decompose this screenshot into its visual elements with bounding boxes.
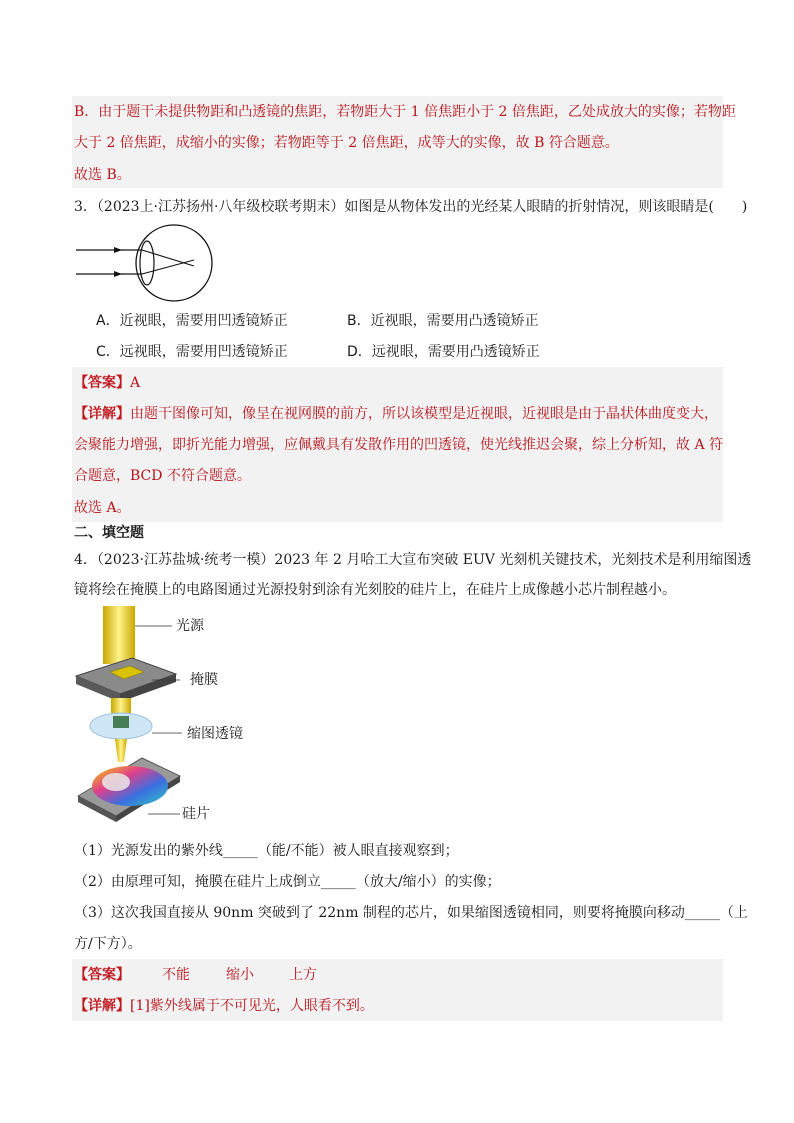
label-reduction-lens: 缩图透镜 [187,726,243,742]
q3-detail-line1 [74,404,718,424]
eyeball-circle [136,225,212,301]
q4-sub1: （1）光源发出的紫外线_____（能/不能）被人眼直接观察到； [74,843,459,859]
q4-answer-2: 缩小 [226,967,254,983]
q4-detail-text: [1]紫外线属于不可见光，人眼看不到。 [130,998,374,1014]
light-beam-top [103,606,135,664]
label-mask: 掩膜 [190,672,218,688]
q4-detail-line [74,996,374,1016]
label-light-source: 光源 [176,618,204,634]
q3-answer-line [74,373,140,393]
lithography-figure [72,606,182,826]
q4-stem-line2: 镜将绘在掩膜上的电路图通过光源投射到涂有光刻胶的硅片上，在硅片上成像越小芯片制程越小。 [74,582,676,598]
q3-option-a: A．近视眼，需要用凹透镜矫正 [96,313,288,329]
silicon-wafer [92,766,168,806]
eye-lens [140,241,154,285]
q3-option-b: B．近视眼，需要用凸透镜矫正 [347,313,539,329]
q3-answer-value: A [130,375,141,391]
label-wafer: 硅片 [182,806,210,822]
q2-explain-line2: 大于 2 倍焦距，成缩小的实像；若物距等于 2 倍焦距，成等大的实像，故 B 符合题意。 [74,135,619,151]
q3-stem: 3．（2023上·江苏扬州·八年级校联考期末）如图是从物体发出的光经某人眼睛的折射情况，则该眼睛是( ) [74,199,748,215]
q3-option-c: C．远视眼，需要用凹透镜矫正 [96,344,288,360]
arrow-lower [114,271,122,277]
answer-tag: 【答案】 [74,375,130,391]
q2-choose: 故选 B。 [74,167,131,183]
q4-stem-line1: 4．（2023·江苏盐城·统考一模）2023 年 2 月哈工大宣布突破 EUV 光刻机关键技术，光刻技术是利用缩图透 [74,552,752,568]
eye-refraction-figure [74,222,214,304]
answer-tag: 【答案】 [74,967,130,983]
q4-answer-line [74,965,130,985]
q4-sub2: （2）由原理可知，掩膜在硅片上成倒立_____（放大/缩小）的实像； [74,874,501,890]
q3-detail-text1: 由题干图像可知，像呈在视网膜的前方，所以该模型是近视眼，近视眼是由于晶状体曲度变大， [130,406,718,422]
q2-explain-line1: B．由于题干未提供物距和凸透镜的焦距，若物距大于 1 倍焦距小于 2 倍焦距，乙处成放大的实像；若物距 [74,104,736,120]
q4-answer-1: 不能 [162,967,190,983]
section-title: 二、填空题 [74,525,144,541]
q3-detail-line2: 会聚能力增强，即折光能力增强，应佩戴具有发散作用的凹透镜，使光线推迟会聚，综上分析知，故 A 符 [74,437,724,453]
q3-option-d: D．远视眼，需要用凸透镜矫正 [347,344,540,360]
q4-answer-3: 上方 [289,967,317,983]
arrow-upper [114,247,122,253]
q3-choose: 故选 A。 [74,500,131,516]
detail-tag: 【详解】 [74,406,130,422]
q4-sub3-line1: （3）这次我国直接从 90nm 突破到了 22nm 制程的芯片，如果缩图透镜相同，则要将掩膜向移动_____（上 [74,905,748,921]
q4-sub3-line2: 方/下方）。 [74,936,142,952]
q3-detail-line3: 合题意，BCD 不符合题意。 [74,468,251,484]
detail-tag: 【详解】 [74,998,130,1014]
